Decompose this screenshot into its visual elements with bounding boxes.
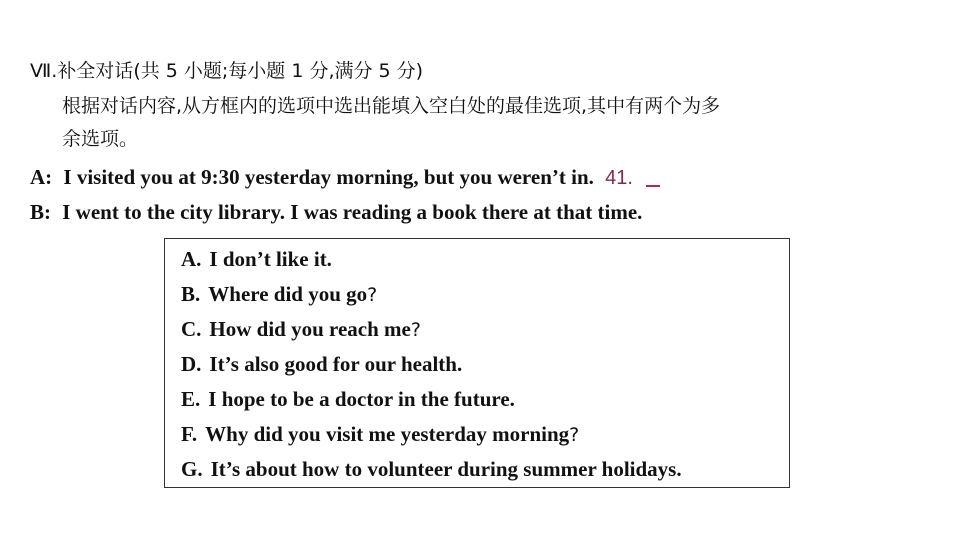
option-qmark: ? (410, 319, 421, 341)
option-f (181, 421, 579, 448)
instruction-line-2: 余选项。 (62, 128, 139, 150)
option-qmark: ? (569, 424, 580, 446)
option-text: How did you reach me (209, 317, 411, 341)
option-text: Where did you go (208, 282, 368, 306)
speaker-label: A: (30, 165, 53, 189)
instruction-line-1: 根据对话内容,从方框内的选项中选出能填入空白处的最佳选项,其中有两个为多 (62, 95, 721, 117)
options-box (164, 238, 790, 488)
option-letter: G. (181, 457, 203, 481)
option-letter: C. (181, 317, 202, 341)
option-d (181, 351, 462, 378)
option-a (181, 246, 332, 273)
option-letter: B. (181, 282, 201, 306)
option-g (181, 456, 682, 483)
option-text: Why did you visit me yesterday morning (205, 422, 570, 446)
answer-blank[interactable] (646, 185, 660, 187)
option-qmark: ? (367, 284, 378, 306)
option-text: I don’t like it. (209, 247, 332, 271)
option-e (181, 386, 515, 413)
option-text: It’s also good for our health. (209, 352, 463, 376)
option-letter: A. (181, 247, 202, 271)
option-b (181, 281, 377, 308)
option-text: It’s about how to volunteer during summer holidays. (210, 457, 682, 481)
option-letter: E. (181, 387, 201, 411)
speaker-label: B: (30, 200, 51, 224)
dialogue-text: I visited you at 9:30 yesterday morning, but you weren’t in. (63, 165, 594, 189)
dialogue-text: I went to the city library. I was reading a book there at that time. (62, 200, 643, 224)
option-letter: F. (181, 422, 198, 446)
option-letter: D. (181, 352, 202, 376)
dialogue-line-a (30, 164, 660, 191)
section-title: Ⅶ.补全对话(共 5 小题;每小题 1 分,满分 5 分) (30, 60, 424, 82)
question-number: 41. (605, 167, 633, 189)
option-c (181, 316, 421, 343)
dialogue-line-b (30, 199, 642, 225)
option-text: I hope to be a doctor in the future. (208, 387, 515, 411)
